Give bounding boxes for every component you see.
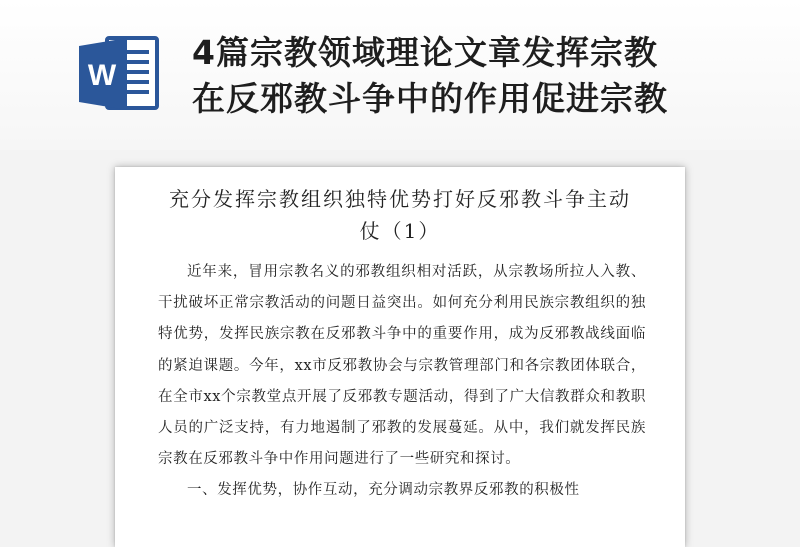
document-title-line-1: 充分发挥宗教组织独特优势打好反邪教斗争主动 <box>169 187 631 211</box>
body-paragraph: 近年来，冒用宗教名义的邪教组织相对活跃，从宗教场所拉人入教、干扰破坏正常宗教活动的问题日益突出。如何充分利用民族宗教组织的独特优势，发挥民族宗教在反邪教斗争中的重要作用，成为反邪教战线面临的紧迫课题。今年，xx市反邪教协会与宗教管理部门和各宗教团体联合，在全市xx个宗教堂点开展了反邪教专题活动，得到了广大信教群众和教职人员的广泛支持，有力地遏制了邪教的发展蔓延。从中，我们就发挥民族宗教在反邪教斗争中作用问题进行了一些研究和探讨。 <box>158 264 646 468</box>
document-page-preview <box>115 167 685 547</box>
section-heading: 一、发挥优势，协作互动，充分调动宗教界反邪教的积极性 <box>187 482 580 499</box>
headline-line-1: 4篇宗教领域理论文章发挥宗教 <box>192 33 658 72</box>
document-title <box>145 183 655 247</box>
document-title-line-2: 仗（1） <box>359 219 441 243</box>
document-body <box>158 257 646 507</box>
word-document-icon <box>77 30 163 116</box>
page-headline <box>192 30 792 122</box>
word-icon-letter: W <box>87 59 117 92</box>
headline-line-2: 在反邪教斗争中的作用促进宗教 <box>192 79 668 118</box>
header-banner <box>0 0 800 150</box>
